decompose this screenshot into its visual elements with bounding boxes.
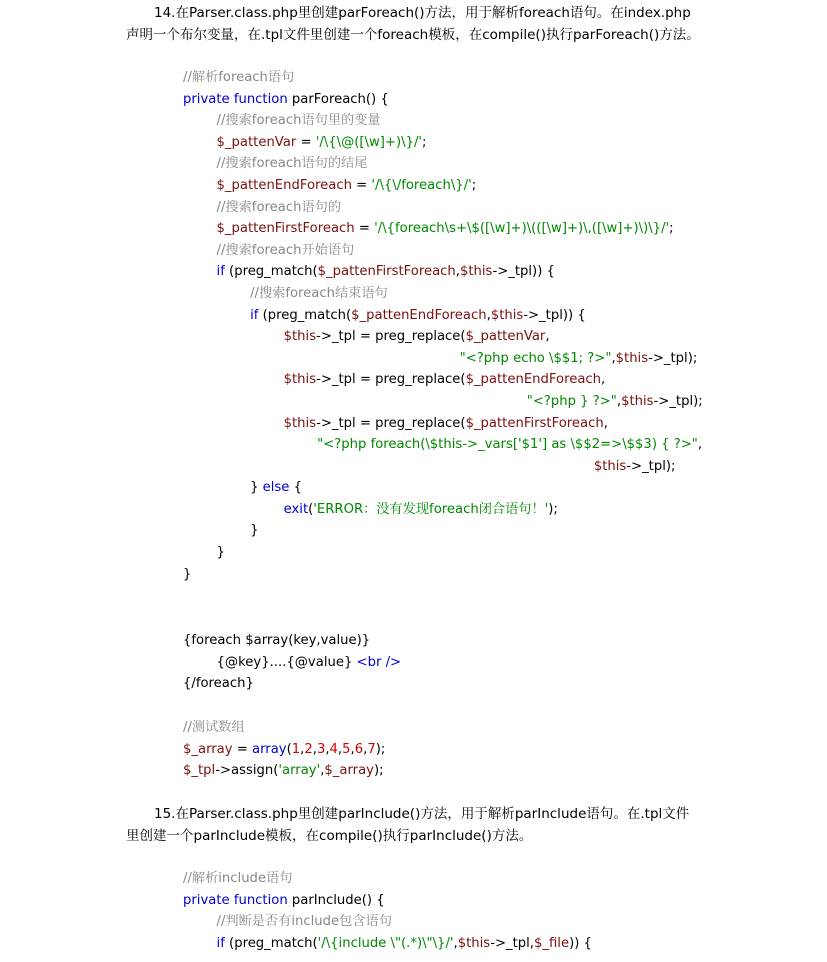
parinclude-code-block	[183, 868, 592, 954]
code-line	[183, 760, 385, 782]
code-token: }	[183, 566, 192, 582]
code-token: $_array	[324, 763, 374, 779]
code-token: ,	[616, 393, 622, 409]
code-token: parForeach() {	[287, 91, 389, 107]
code-token: $_file	[534, 935, 570, 951]
code-line	[183, 868, 592, 890]
code-token: '/\{foreach\s+\$([\w]+)\(([\w]+)\,([\w]+)\)\}/'	[374, 221, 670, 237]
code-token: (preg_match(	[224, 935, 318, 951]
code-token: 1	[291, 741, 301, 757]
code-token	[183, 264, 217, 279]
code-token: ->_tpl)) {	[523, 307, 586, 323]
code-token: ,	[300, 741, 305, 757]
section-14-paragraph	[126, 2, 726, 46]
code-token: "<?php } ?>"	[526, 393, 617, 409]
code-token: //测试数组	[183, 720, 245, 735]
code-token	[183, 221, 217, 236]
code-token: ,	[697, 437, 703, 453]
code-token	[183, 286, 250, 301]
code-token	[183, 502, 284, 517]
code-token: {/foreach}	[183, 676, 254, 692]
code-line	[183, 89, 703, 111]
code-token: "<?php foreach(\$this->_vars['$1'] as \$$2=>\$$3) { ?>"	[317, 437, 698, 453]
code-line	[183, 326, 703, 348]
code-token	[183, 351, 460, 366]
code-token: (	[286, 741, 292, 757]
code-token: }	[183, 523, 259, 539]
code-token: $_tpl	[183, 763, 216, 779]
code-token	[183, 243, 217, 258]
foreach-template-code-block	[183, 630, 401, 695]
code-line	[183, 305, 703, 327]
code-token	[183, 372, 284, 387]
code-token: $_pattenFirstForeach	[317, 264, 456, 280]
code-line	[183, 240, 703, 262]
code-token: array	[252, 741, 287, 757]
code-token: (	[308, 501, 314, 517]
code-token	[183, 156, 217, 171]
code-token: 3	[316, 741, 326, 757]
code-line	[183, 110, 703, 132]
code-line	[183, 673, 401, 695]
code-token: 5	[342, 741, 351, 757]
code-token: $_pattenFirstForeach	[465, 415, 604, 431]
code-line	[183, 391, 703, 413]
code-token	[183, 936, 217, 951]
code-token: if	[216, 264, 225, 280]
code-token: ,	[486, 307, 491, 323]
code-token: =	[351, 177, 372, 193]
section-15-line-1: 15.在Parser.class.php里创建parInclude()方法，用于解析parInclude语句。在.tpl文件	[154, 806, 690, 822]
code-line	[183, 413, 703, 435]
code-token: ->_tpl,	[490, 935, 534, 951]
code-line	[183, 933, 592, 955]
code-token: 6	[354, 741, 364, 757]
code-line	[183, 890, 592, 912]
code-token: );	[548, 501, 558, 517]
code-token: ;	[422, 134, 427, 150]
code-token: if	[250, 307, 259, 323]
code-token: $_array	[183, 741, 233, 757]
code-token: private function	[183, 91, 288, 107]
code-token: $this	[283, 372, 317, 388]
code-token: ,	[363, 741, 368, 757]
section-14-line-2: 声明一个布尔变量，在.tpl文件里创建一个foreach模板，在compile()执行parForeach()方法。	[126, 27, 700, 43]
code-token: =	[354, 221, 375, 237]
code-line	[183, 283, 703, 305]
code-token: 4	[329, 741, 338, 757]
section-15-paragraph	[126, 803, 726, 847]
code-token: exit	[283, 501, 309, 517]
code-token: //搜索foreach开始语句	[216, 242, 355, 258]
code-line	[183, 261, 703, 283]
code-line	[183, 175, 703, 197]
code-token: ->_tpl);	[653, 393, 703, 409]
code-line	[183, 499, 703, 521]
code-token: parInclude() {	[287, 892, 385, 908]
code-token: $this	[621, 393, 654, 409]
code-token	[183, 308, 250, 323]
code-token: }	[183, 480, 263, 496]
code-line	[183, 369, 703, 391]
code-token: '/\{\@([\w]+)\}/'	[315, 134, 423, 150]
code-token: );	[373, 763, 384, 779]
code-token: ,	[545, 329, 550, 345]
code-line	[183, 197, 703, 219]
code-token: )) {	[569, 935, 592, 951]
code-line	[183, 67, 703, 89]
code-token: {	[289, 480, 303, 496]
code-token: $this	[490, 307, 524, 323]
code-token: ,	[312, 741, 317, 757]
test-array-code-block	[183, 717, 385, 782]
code-token: ,	[455, 264, 460, 280]
code-token: 'array'	[278, 763, 321, 779]
code-line	[183, 911, 592, 933]
code-token: $_pattenEndForeach	[216, 177, 352, 193]
code-token	[183, 416, 284, 431]
code-token: //搜索foreach语句的	[216, 199, 342, 215]
code-token	[183, 200, 217, 215]
code-token: ->_tpl);	[648, 350, 698, 366]
code-token: }	[183, 545, 225, 561]
code-token: ,	[325, 741, 330, 757]
code-token: {foreach $array(key,value)}	[183, 633, 371, 648]
code-token: //搜索foreach语句的结尾	[216, 156, 368, 172]
parforeach-code-block	[183, 67, 703, 585]
code-line	[183, 434, 703, 456]
code-token: ,	[350, 741, 355, 757]
code-line	[183, 456, 703, 478]
code-line	[183, 739, 385, 761]
code-token: $_pattenFirstForeach	[216, 221, 355, 237]
code-token: );	[375, 741, 386, 757]
code-token: ,	[320, 763, 325, 779]
code-token: //解析include语句	[183, 871, 293, 886]
code-token	[183, 113, 217, 128]
code-token	[183, 914, 217, 929]
code-token: ,	[337, 741, 343, 757]
code-token: ,	[603, 415, 608, 431]
code-token: $_pattenVar	[216, 134, 297, 150]
section-14-line-1: 14.在Parser.class.php里创建parForeach()方法，用于解析foreach语句。在index.php	[154, 5, 691, 21]
code-token: $this	[457, 935, 491, 951]
code-line	[183, 520, 703, 542]
code-token: ;	[669, 221, 674, 237]
code-line	[183, 477, 703, 499]
code-token: else	[262, 480, 290, 496]
code-token: ->_tpl = preg_replace(	[316, 329, 466, 345]
code-token: //解析foreach语句	[183, 70, 295, 85]
code-token: private function	[183, 892, 288, 908]
code-token: $this	[459, 264, 493, 280]
code-token: $this	[593, 458, 627, 474]
code-line	[183, 348, 703, 370]
code-token: ;	[471, 177, 477, 193]
code-token: //搜索foreach结束语句	[250, 285, 388, 301]
code-line	[183, 564, 703, 586]
code-token: //搜索foreach语句里的变量	[216, 113, 381, 129]
code-token: '/\{include \"(.*)\"\}/'	[317, 935, 454, 951]
code-token: 'ERROR：没有发现foreach闭合语句！'	[313, 501, 549, 517]
code-token: ->assign(	[215, 763, 279, 779]
code-token: ->_tpl = preg_replace(	[316, 372, 466, 388]
code-token: =	[232, 741, 252, 757]
code-token: {@key}....{@value}	[183, 654, 357, 670]
code-line	[183, 717, 385, 739]
code-line	[183, 153, 703, 175]
code-token: $this	[283, 329, 317, 345]
code-token: (preg_match(	[258, 307, 352, 323]
code-token: <br />	[356, 654, 402, 670]
code-token: //判断是否有include包含语句	[216, 914, 392, 930]
code-token: ->_tpl = preg_replace(	[316, 415, 466, 431]
code-token	[183, 437, 317, 452]
code-token: ,	[453, 935, 458, 951]
code-token: $_pattenEndForeach	[465, 372, 602, 388]
code-line	[183, 652, 401, 674]
code-token: '/\{\/foreach\}/'	[371, 177, 472, 193]
code-token: ->_tpl);	[626, 458, 676, 474]
code-token: if	[216, 935, 225, 951]
code-token: 7	[367, 741, 376, 757]
code-token: $this	[283, 415, 317, 431]
code-token: ,	[601, 372, 606, 388]
code-token	[183, 459, 594, 474]
code-token: ->_tpl)) {	[492, 264, 555, 280]
code-token: =	[296, 134, 316, 150]
code-token: "<?php echo \$$1; ?>"	[459, 350, 612, 366]
code-token: 2	[304, 741, 313, 757]
code-token: $_pattenVar	[465, 329, 546, 345]
code-token	[183, 135, 217, 150]
code-token: ,	[611, 350, 616, 366]
code-token	[183, 329, 284, 344]
code-token: (preg_match(	[224, 264, 318, 280]
code-token: $this	[615, 350, 649, 366]
code-token: $_pattenEndForeach	[351, 307, 487, 323]
code-line	[183, 218, 703, 240]
code-line	[183, 630, 401, 652]
section-15-line-2: 里创建一个parInclude模板，在compile()执行parInclude()方法。	[126, 828, 533, 844]
code-line	[183, 542, 703, 564]
code-line	[183, 132, 703, 154]
code-token	[183, 178, 217, 193]
code-token	[183, 394, 527, 409]
